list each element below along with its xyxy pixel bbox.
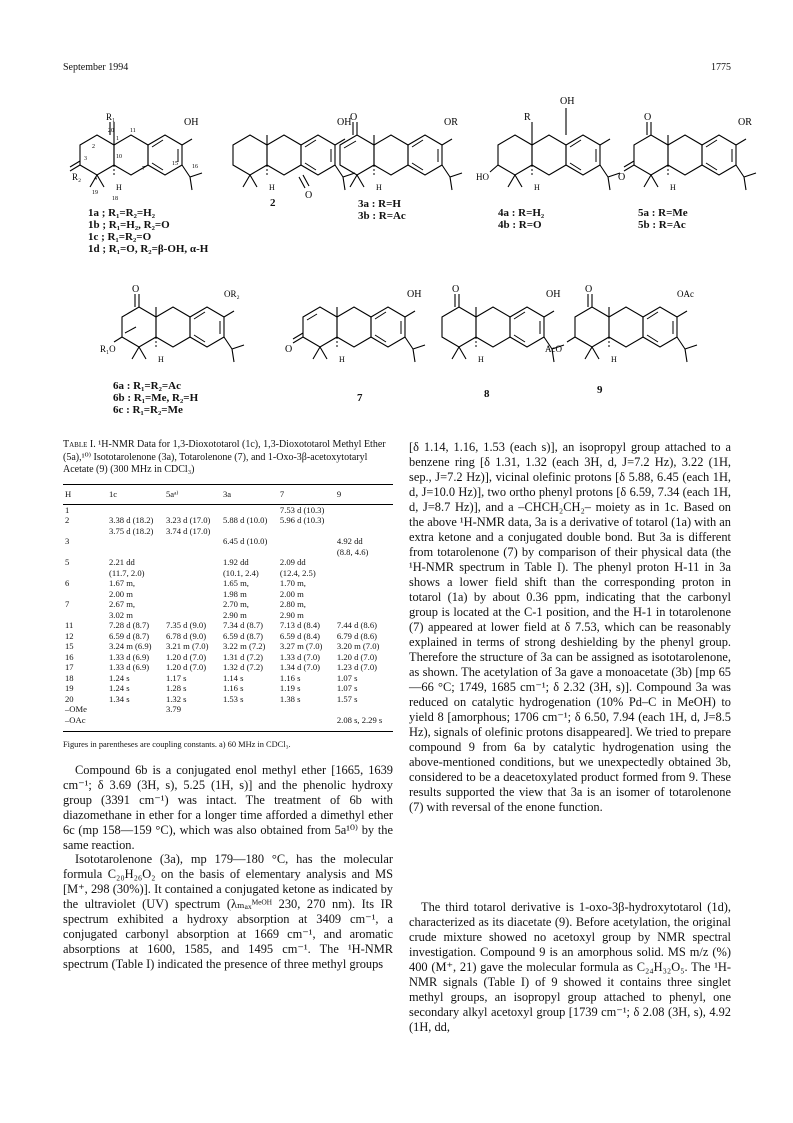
atom-number: 20: [108, 128, 114, 134]
caption-line: 6b : R₁=Me, R₂=H: [113, 392, 199, 404]
shift-cell: 1.16 s: [222, 683, 244, 693]
h-label: H: [158, 355, 164, 364]
table-footnote: Figures in parentheses are coupling constants. a) 60 MHz in CDCl₃.: [63, 731, 393, 749]
shift-cell: [335, 504, 393, 515]
structure-5: [620, 110, 765, 205]
shift-cell: 1.28 s: [165, 683, 187, 693]
table-row: [63, 631, 393, 642]
atom-number: 4: [94, 176, 97, 182]
proton-label-cell: –OAc: [65, 714, 86, 725]
table-caption: ¹H-NMR Data for 1,3-Dioxototarol (1c), 1,3-Dioxototarol Methyl Ether (5a),¹⁰⁾ Isototarolenone (3a), Totarolenone (7), and 1-Oxo-3β-acetoxytotaryl Acetate (9) (300 MHz in CDCl₃): [63, 439, 386, 475]
shift-cell: 3.27 m (7.0): [279, 641, 323, 651]
oxo-label: O: [644, 112, 652, 123]
shift-cell: 1.92 dd (10.1, 2.4): [222, 557, 259, 578]
caption-line: 4b : R=O: [498, 219, 542, 231]
proton-label-cell: –OMe: [65, 704, 87, 714]
shift-cell: [335, 704, 393, 715]
proton-label-cell: 19: [65, 683, 74, 693]
shift-cell: 1.57 s: [336, 693, 358, 704]
shift-cell: 1.67 m, 2.00 m: [109, 578, 136, 599]
shift-cell: [278, 715, 335, 728]
caption-line: 7: [357, 392, 363, 404]
shift-cell: [278, 704, 335, 715]
oxo-label: O: [585, 284, 593, 295]
shift-cell: 1.19 s: [279, 683, 301, 693]
shift-cell: 7.44 d (8.6): [336, 620, 377, 630]
shift-cell: [221, 504, 278, 515]
running-header: September 1994: [63, 62, 129, 73]
shift-cell: [107, 704, 164, 715]
or-label: OR: [444, 117, 458, 128]
oac-label: OAc: [677, 289, 694, 299]
shift-cell: 1.16 s: [279, 672, 301, 683]
oxo-label: O: [305, 190, 313, 201]
table-row: [63, 694, 393, 705]
proton-label-cell: 18: [65, 672, 74, 683]
proton-label-cell: 2: [65, 515, 70, 525]
shift-cell: 2.21 dd (11.7, 2.0): [109, 557, 145, 578]
structure-1-caption: [88, 207, 208, 255]
column-header: 9: [335, 485, 393, 505]
shift-cell: 1.07 s: [336, 672, 358, 683]
proton-label-cell: 12: [65, 630, 74, 641]
caption-line: 6c : R₁=R₂=Me: [113, 404, 183, 416]
structure-3: [330, 110, 470, 205]
table-row: [63, 715, 393, 728]
table-row: [63, 515, 393, 536]
shift-cell: 7.35 d (9.0): [165, 620, 207, 630]
shift-cell: [164, 599, 221, 620]
ho-label: HO: [476, 172, 489, 182]
shift-cell: 4.92 dd (8.8, 4.6): [336, 536, 369, 557]
shift-cell: 1.20 d (7.0): [336, 651, 377, 662]
shift-cell: 7.53 d (10.3): [279, 504, 325, 515]
shift-cell: [107, 504, 164, 515]
h-label: H: [116, 183, 122, 192]
shift-cell: 1.65 m, 1.98 m: [222, 578, 249, 599]
shift-cell: 7.13 d (8.4): [279, 620, 321, 630]
r1o-label: R₁O: [100, 344, 116, 354]
shift-cell: 1.38 s: [279, 693, 301, 704]
shift-cell: [164, 557, 221, 578]
shift-cell: 1.24 s: [109, 672, 130, 683]
proton-label-cell: 17: [65, 662, 74, 672]
shift-cell: 7.34 d (8.7): [222, 620, 264, 630]
hydroxy-label: OH: [560, 96, 575, 107]
proton-label-cell: 1: [65, 504, 70, 515]
shift-cell: 1.07 s: [336, 683, 358, 693]
shift-cell: 2.70 m, 2.90 m: [222, 599, 249, 620]
r1-label: R₁: [106, 112, 116, 122]
table-title: [63, 439, 393, 477]
atom-number: 7: [142, 166, 145, 172]
structure-9-caption: [597, 384, 603, 396]
structure-7-caption: [357, 392, 363, 404]
shift-cell: 3.20 m (7.0): [336, 641, 380, 651]
atom-number: 2: [92, 144, 95, 150]
caption-line: 9: [597, 384, 603, 396]
shift-cell: 1.23 d (7.0): [336, 662, 377, 672]
shift-cell: 1.20 d (7.0): [165, 651, 207, 662]
structure-6-caption: [113, 380, 198, 416]
shift-cell: [335, 599, 393, 620]
shift-cell: 6.59 d (8.7): [222, 630, 264, 641]
shift-cell: 1.33 d (7.0): [279, 651, 321, 662]
caption-line: 1a ; R₁=R₂=H₂: [88, 207, 156, 219]
proton-label-cell: 5: [65, 557, 70, 567]
structure-4-caption: [498, 207, 544, 231]
structure-3-caption: [358, 198, 406, 222]
table-row: [63, 704, 393, 715]
shift-cell: 2.08 s, 2.29 s: [336, 714, 383, 725]
h-label: H: [376, 183, 382, 192]
shift-cell: 7.28 d (8.7): [109, 620, 150, 630]
hydroxy-label: OH: [407, 289, 422, 300]
shift-cell: 1.14 s: [222, 672, 244, 683]
table-row: [63, 620, 393, 631]
caption-line: 1b ; R₁=H₂, R₂=O: [88, 219, 170, 231]
shift-cell: 1.24 s: [109, 683, 130, 693]
shift-cell: 2.67 m, 3.02 m: [109, 599, 136, 620]
proton-label-cell: 15: [65, 641, 74, 651]
shift-cell: 1.53 s: [222, 693, 244, 704]
table-row: [63, 557, 393, 578]
shift-cell: [164, 504, 221, 515]
column-header: H: [63, 485, 107, 505]
shift-cell: 3.79: [165, 704, 182, 714]
table-row: [63, 641, 393, 652]
shift-cell: 5.96 d (10.3): [279, 515, 325, 525]
shift-cell: 3.21 m (7.0): [165, 641, 209, 651]
shift-cell: [164, 715, 221, 728]
caption-line: 5b : R=Ac: [638, 219, 686, 231]
oxo-label: O: [618, 172, 626, 183]
column-header: 5aᵃ⁾: [164, 485, 221, 505]
shift-cell: [164, 578, 221, 599]
shift-cell: 6.79 d (8.6): [336, 630, 377, 641]
atom-number: 10: [116, 154, 122, 160]
hydroxy-label: OH: [337, 117, 352, 128]
caption-line: 2: [270, 197, 276, 209]
caption-line: 1c ; R₁=R₂=O: [88, 231, 152, 243]
shift-cell: 1.32 s: [165, 693, 187, 704]
shift-cell: [335, 515, 393, 536]
shift-cell: 1.17 s: [165, 672, 187, 683]
shift-cell: [107, 536, 164, 557]
structure-7: [285, 282, 430, 377]
shift-cell: 1.32 d (7.2): [222, 662, 264, 672]
caption-line: 3a : R=H: [358, 198, 401, 210]
shift-cell: 1.20 d (7.0): [165, 662, 207, 672]
proton-label-cell: 7: [65, 599, 70, 609]
proton-label-cell: 16: [65, 651, 74, 662]
shift-cell: 2.80 m, 2.90 m: [279, 599, 306, 620]
atom-number: 15: [172, 161, 178, 167]
table-label: Table I.: [63, 439, 96, 450]
h-label: H: [339, 355, 345, 364]
shift-cell: 3.22 m (7.2): [222, 641, 266, 651]
h-label: H: [534, 183, 540, 192]
oxo-label: O: [452, 284, 460, 295]
shift-cell: 3.24 m (6.9): [109, 641, 152, 651]
shift-cell: 2.09 dd (12.4, 2.5): [279, 557, 316, 578]
structure-2-caption: [270, 197, 276, 209]
structure-1: [72, 110, 207, 205]
structure-4: [478, 90, 618, 205]
caption-line: 1d ; R₁=O, R₂=β-OH, α-H: [88, 243, 209, 255]
shift-cell: [221, 704, 278, 715]
structure-9: [545, 282, 695, 377]
shift-cell: 5.88 d (10.0): [222, 515, 268, 525]
shift-cell: [221, 715, 278, 728]
or2-label: OR₂: [224, 289, 240, 299]
table-row: [63, 652, 393, 663]
atom-number: 16: [192, 164, 198, 170]
table-row: [63, 578, 393, 599]
atom-number: 19: [92, 190, 98, 196]
structure-6: [100, 282, 245, 377]
table-row: [63, 683, 393, 694]
r2-label: R₂: [72, 172, 82, 182]
column-header: 3a: [221, 485, 278, 505]
atom-number: 1: [116, 136, 119, 142]
shift-cell: 6.45 d (10.0): [222, 536, 268, 546]
atom-number: 3: [84, 156, 87, 162]
r-label: R: [524, 112, 531, 123]
table-row: [63, 662, 393, 673]
paragraph: Isototarolenone (3a), mp 179—180 °C, has the molecular formula C₂₀H₂₆O₂ on the basis of elementary analysis and MS [M⁺, 298 (30%)]. It contained a conjugated ketone as indicated by the ultraviolet (UV) spectrum (λₘₐₓᴹᵉᴼᴴ 230, 270 nm). Its IR spectrum exhibited a hydroxy absorption at 3409 cm⁻¹, a conjugated carbonyl absorption at 1669 cm⁻¹, and aromatic absorptions at 1600, 1585, and 1495 cm⁻¹. The ¹H-NMR spectrum (Table I) indicated the presence of three methyl groups: [63, 852, 393, 971]
proton-label-cell: 6: [65, 578, 70, 588]
shift-cell: 3.38 d (18.2) 3.75 d (18.2): [109, 515, 154, 536]
shift-cell: [335, 557, 393, 578]
shift-cell: 6.59 d (8.4): [279, 630, 321, 641]
caption-line: 4a : R=H₂: [498, 207, 545, 219]
proton-label-cell: 20: [65, 693, 74, 704]
shift-cell: 1.33 d (6.9): [109, 651, 150, 662]
proton-label-cell: 3: [65, 536, 70, 546]
shift-cell: [107, 715, 164, 728]
h-label: H: [611, 355, 617, 364]
or-label: OR: [738, 117, 752, 128]
structure-8-caption: [484, 388, 490, 400]
column-header: 7: [278, 485, 335, 505]
shift-cell: 6.59 d (8.7): [109, 630, 150, 641]
caption-line: 8: [484, 388, 490, 400]
shift-cell: 1.34 d (7.0): [279, 662, 321, 672]
table-row: [63, 536, 393, 557]
paragraph: [δ 1.14, 1.16, 1.53 (each s)], an isopropyl group attached to a benzene ring [δ 1.31, 1.32 (each 3H, d, J=7.2 Hz), 3.22 (1H, sep., J=7.2 Hz)], vicinal olefinic protons [δ 5.88, 6.45 (each 1H, d, J=10.0 Hz)], two ortho phenyl protons [δ 6.59, 7.34 (each 1H, d, J=8.7 Hz)], and a –CHCH₂CH₂– moiety as in 1c. Based on the above ¹H-NMR data, 3a is a derivative of totarol (1a) with an extra ketone and a conjugated double bond. But 3a is different from totarolenone (7) by comparison of their physical data (the ¹H-NMR spectrum in Table I). The phenyl proton H-11 in 3a shows a lower field shift than the corresponding proton in totarol (1a) by about 0.36 ppm, indicating that the carbonyl group is located at the C-1 position, and the H-1 in totarolenone (7) appeared at lower field at δ 7.53, which can be reasonably explained in terms of strong deshielding by the phenyl group. Therefore the structure of 3a can be assigned as isototarolenone, as shown. The acetylation of 3a gave a monoacetate (3b) [mp 65—66 °C; 1749, 1685 cm⁻¹; δ 2.32 (3H, s)]. Compound 3a was reduced on catalytic hydrogenation (10% Pd–C in MeOH) to yield 8 [amorphous; 1706 cm⁻¹; δ 6.50, 7.94 (each 1H, d, J=8.5 Hz), signals of olefinic protons disappeared]. We tried to prepare compound 9 from 6a by catalytic hydrogenation using the above-mentioned conditions, but we unexpectedly obtained 3b, considered to be a deacetoxylated product formed from 9. These results supported the view that 3a is an isomer of totarolenone (7) with reversal of the enone function.: [409, 440, 731, 814]
table-header-row: [63, 485, 393, 505]
shift-cell: 1.33 d (6.9): [109, 662, 150, 672]
h-label: H: [670, 183, 676, 192]
atom-number: 18: [112, 196, 118, 202]
page-number: 1775: [711, 62, 731, 73]
nmr-table: [63, 484, 393, 727]
aco-label: AcO: [545, 344, 562, 354]
shift-cell: [164, 536, 221, 557]
shift-cell: 6.78 d (9.0): [165, 630, 207, 641]
paragraph: Compound 6b is a conjugated enol methyl ether [1665, 1639 cm⁻¹; δ 3.69 (3H, s), 5.25 (1H, s)] and the phenolic hydroxy group (3391 cm⁻¹) was intact. The treatment of 6b with diazomethane in ether for a longer time afforded a dimethyl ether 6c (mp 158—159 °C), which was also obtained from 5a¹⁰⁾ by the same reaction.: [63, 763, 393, 852]
table-row: [63, 673, 393, 684]
oxo-label: O: [350, 112, 358, 123]
h-label: H: [269, 183, 275, 192]
table-row: [63, 599, 393, 620]
oxo-label: O: [132, 284, 140, 295]
hydroxy-label: OH: [546, 289, 561, 300]
proton-label-cell: 11: [65, 620, 74, 630]
h-label: H: [478, 355, 484, 364]
table-row: [63, 504, 393, 515]
shift-cell: 1.34 s: [109, 693, 130, 704]
caption-line: 6a : R₁=R₂=Ac: [113, 380, 182, 392]
paragraph: The third totarol derivative is 1-oxo-3β-hydroxytotarol (1d), characterized as its diacetate (9). Before acetylation, the original crude mixture showed no acetoxyl group by NMR spectral investigation. Compound 9 is an amorphous solid. MS m/z (%) 400 (M⁺, 21) gave the molecular formula as C₂₄H₃₂O₅. The ¹H-NMR signals (Table I) of 9 showed it contains three singlet methyl groups, an isopropyl group attached to phenyl, one secondary alkyl acetoxyl group [1739 cm⁻¹; δ 2.08 (3H, s), 4.92 (1H, dd,: [409, 900, 731, 1034]
column-header: 1c: [107, 485, 164, 505]
oxo-label: O: [285, 344, 293, 355]
caption-line: 5a : R=Me: [638, 207, 688, 219]
shift-cell: 1.31 d (7.2): [222, 651, 264, 662]
shift-cell: [278, 536, 335, 557]
shift-cell: [335, 578, 393, 599]
atom-number: 11: [130, 128, 136, 134]
shift-cell: 3.23 d (17.0) 3.74 d (17.0): [165, 515, 211, 536]
structure-5-caption: [638, 207, 688, 231]
shift-cell: 1.70 m, 2.00 m: [279, 578, 306, 599]
caption-line: 3b : R=Ac: [358, 210, 406, 222]
hydroxy-label: OH: [184, 117, 199, 128]
